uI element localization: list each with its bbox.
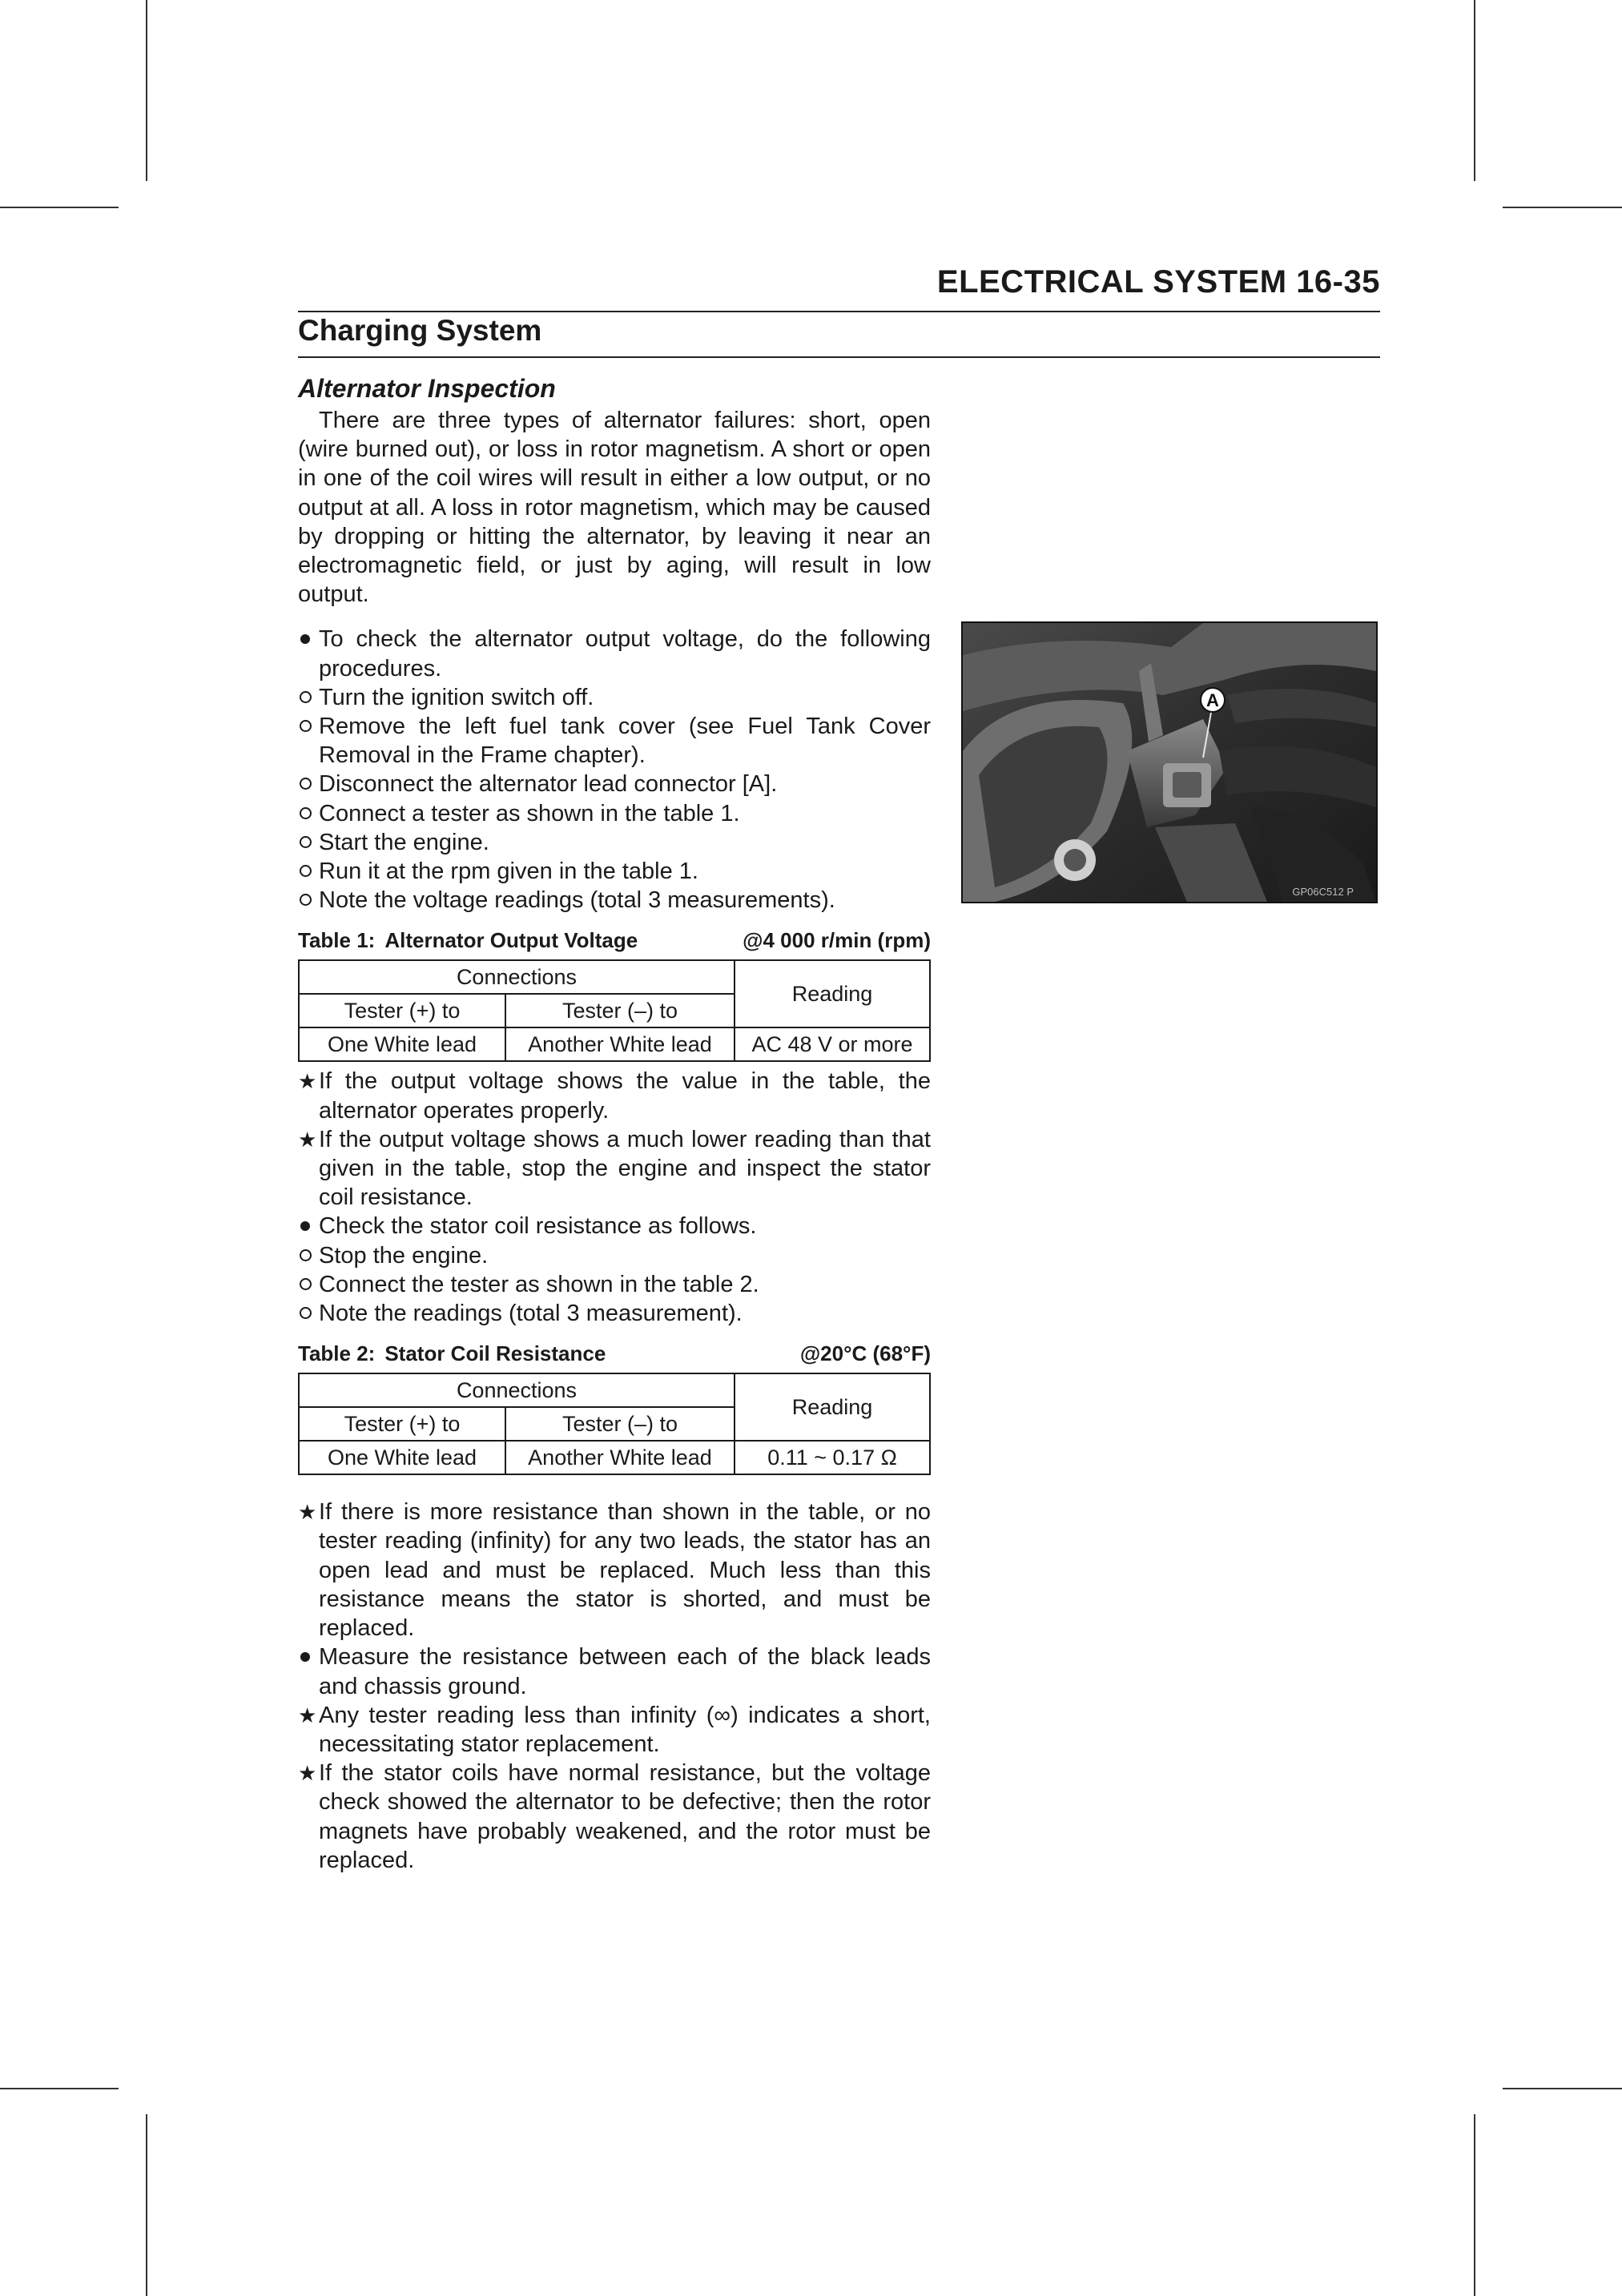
chapter-page-title: ELECTRICAL SYSTEM 16-35 bbox=[936, 264, 1380, 300]
crop-mark bbox=[146, 0, 147, 181]
table-1 bbox=[298, 927, 931, 1062]
table-cell: Another White lead bbox=[505, 1441, 735, 1474]
list-item: Disconnect the alternator lead connector [A]. bbox=[319, 771, 778, 798]
list-item: Stop the engine. bbox=[319, 1242, 489, 1269]
star-icon: ★ bbox=[298, 1500, 317, 1525]
table-cell: One White lead bbox=[299, 1027, 505, 1061]
photo-drawing bbox=[963, 623, 1376, 902]
list-item: Check the stator coil resistance as follows. bbox=[319, 1213, 757, 1240]
table-header-connections: Connections bbox=[299, 960, 735, 994]
list-item: Remove the left fuel tank cover (see Fuel Tank Cover Removal in the Frame chapter). bbox=[319, 714, 931, 769]
star-icon: ★ bbox=[298, 1069, 317, 1094]
table-header-reading: Reading bbox=[735, 1373, 930, 1441]
list-item: Note the voltage readings (total 3 measurements). bbox=[319, 887, 835, 914]
table-header-minus: Tester (–) to bbox=[505, 1407, 735, 1441]
section-title: Charging System bbox=[298, 314, 542, 347]
star-icon: ★ bbox=[298, 1761, 317, 1786]
photo-code: GP06C512 P bbox=[1292, 886, 1354, 898]
table-cell: One White lead bbox=[299, 1441, 505, 1474]
crop-mark bbox=[0, 2088, 119, 2089]
procedure-list-3 bbox=[298, 1498, 931, 1875]
list-item: To check the alternator output voltage, do the following procedures. bbox=[319, 626, 931, 682]
list-item: Connect the tester as shown in the table 2. bbox=[319, 1271, 759, 1297]
table-row bbox=[299, 1027, 930, 1061]
list-item: ★ If the stator coils have normal resistance, but the voltage check showed the alternator to be defective; then the rotor magnets have probably weakened, and the rotor must be replaced. bbox=[298, 1760, 931, 1873]
table-2-condition: @20°C (68°F) bbox=[799, 1341, 931, 1366]
table-2-caption: Table 2: Stator Coil Resistance @20°C (68°F) bbox=[298, 1341, 931, 1366]
table-header-plus: Tester (+) to bbox=[299, 994, 505, 1027]
list-item: Run it at the rpm given in the table 1. bbox=[319, 858, 698, 885]
crop-mark bbox=[1503, 207, 1622, 208]
main-column bbox=[298, 372, 931, 1875]
star-icon: ★ bbox=[298, 1127, 317, 1152]
table-header-plus: Tester (+) to bbox=[299, 1407, 505, 1441]
table-1-grid bbox=[298, 959, 931, 1062]
table-1-caption: Table 1: Alternator Output Voltage @4 000 r/min (rpm) bbox=[298, 928, 931, 953]
crop-mark bbox=[0, 207, 119, 208]
list-item: Note the readings (total 3 measurement). bbox=[319, 1301, 743, 1327]
procedure-list-1 bbox=[298, 625, 931, 915]
list-item: ★ Any tester reading less than infinity (∞) indicates a short, necessitating stator replacement. bbox=[298, 1702, 931, 1757]
table-2 bbox=[298, 1341, 931, 1475]
table-cell: 0.11 ~ 0.17 Ω bbox=[735, 1441, 930, 1474]
table-row bbox=[299, 1441, 930, 1474]
table-header-minus: Tester (–) to bbox=[505, 994, 735, 1027]
intro-paragraph: There are three types of alternator failures: short, open (wire burned out), or loss in rotor magnetism. A short or open in one of the coil wires will result in either a low output, or no output at all. A loss in rotor magnetism, which may be caused by dropping or hitting the alternator, by leaving it near an electromagnetic field, or just by aging, will result in low output. bbox=[298, 408, 931, 608]
crop-mark bbox=[1474, 0, 1475, 181]
list-item: Turn the ignition switch off. bbox=[319, 684, 594, 710]
subsection-title: Alternator Inspection bbox=[298, 374, 556, 403]
table-header-connections: Connections bbox=[299, 1373, 735, 1407]
crop-mark bbox=[1503, 2088, 1622, 2089]
alternator-connector-photo bbox=[961, 621, 1378, 903]
table-cell: Another White lead bbox=[505, 1027, 735, 1061]
photo-callout: A bbox=[1206, 690, 1219, 710]
table-2-grid bbox=[298, 1373, 931, 1475]
list-item: ★ If there is more resistance than shown in the table, or no tester reading (infinity) for any two leads, the stator has an open lead and must be replaced. Much less than this resistance means the stator is shorted, and must be replaced. bbox=[298, 1499, 931, 1642]
crop-mark bbox=[146, 2114, 147, 2296]
crop-mark bbox=[1474, 2114, 1475, 2296]
list-item: ★ If the output voltage shows a much lower reading than that given in the table, stop the engine and inspect the stator coil resistance. bbox=[298, 1126, 931, 1211]
list-item: Connect a tester as shown in the table 1. bbox=[319, 800, 740, 826]
list-item: Start the engine. bbox=[319, 829, 489, 855]
list-item: Measure the resistance between each of the black leads and chassis ground. bbox=[319, 1644, 931, 1699]
header-rule bbox=[298, 311, 1380, 312]
procedure-list-2 bbox=[298, 1067, 931, 1328]
section-rule bbox=[298, 356, 1380, 358]
list-item: ★ If the output voltage shows the value in the table, the alternator operates properly. bbox=[298, 1068, 931, 1124]
table-header-reading: Reading bbox=[735, 960, 930, 1027]
table-1-condition: @4 000 r/min (rpm) bbox=[743, 928, 931, 953]
star-icon: ★ bbox=[298, 1703, 317, 1727]
table-cell: AC 48 V or more bbox=[735, 1027, 930, 1061]
